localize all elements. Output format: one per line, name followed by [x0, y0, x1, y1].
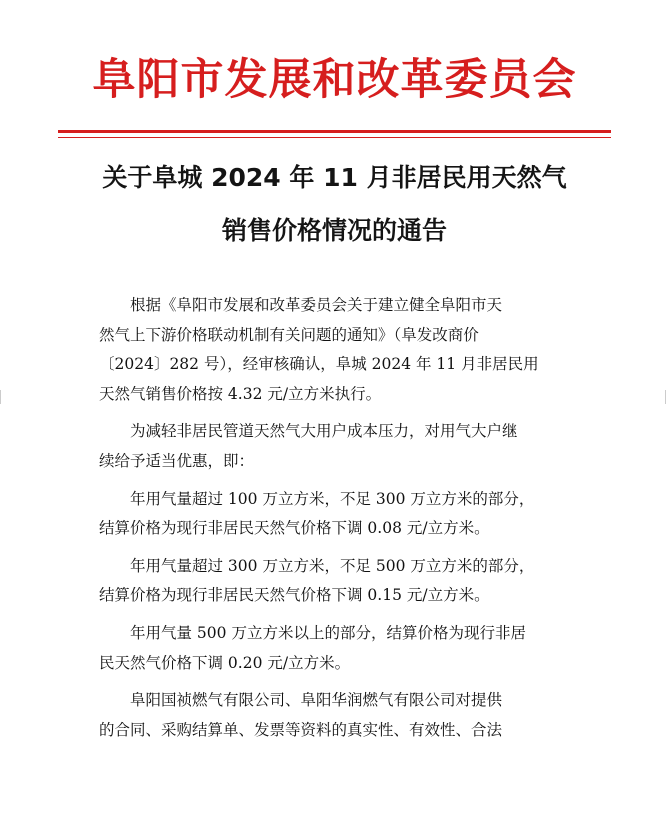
paragraph-line: 年用气量超过 300 万立方米，不足 500 万立方米的部分， [130, 556, 535, 575]
paragraph-line: 结算价格为现行非居民天然气价格下调 0.15 元/立方米。 [99, 586, 490, 605]
scan-edge-mark-right [665, 390, 669, 404]
paragraph-line: 年用气量超过 100 万立方米，不足 300 万立方米的部分， [130, 489, 535, 508]
header-red-rule-thick [58, 130, 611, 133]
paragraph-line: 为减轻非居民管道天然气大用户成本压力，对用气大户继 [130, 422, 518, 441]
issuing-organization-header: 阜阳市发展和改革委员会 [92, 55, 577, 105]
paragraph-discount-intro [99, 417, 589, 476]
paragraph-line: 结算价格为现行非居民天然气价格下调 0.08 元/立方米。 [99, 519, 490, 538]
paragraph-tier-100-300 [99, 485, 589, 544]
paragraph-line: 民天然气价格下调 0.20 元/立方米。 [99, 653, 351, 672]
paragraph-tier-300-500 [99, 552, 589, 611]
paragraph-line: 然气上下游价格联动机制有关问题的通知》（阜发改商价 [99, 325, 479, 344]
paragraph-line: 续给予适当优惠，即： [99, 451, 255, 470]
paragraph-companies [99, 686, 589, 745]
notice-body [99, 291, 589, 753]
paragraph-line: 天然气销售价格按 4.32 元/立方米执行。 [99, 384, 382, 403]
paragraph-line: 的合同、采购结算单、发票等资料的真实性、有效性、合法 [99, 720, 503, 739]
paragraph-tier-500-plus [99, 619, 589, 678]
notice-title-line-2: 销售价格情况的通告 [221, 216, 447, 245]
scan-edge-mark-left [0, 390, 5, 404]
paragraph-line: 根据《阜阳市发展和改革委员会关于建立健全阜阳市天 [130, 296, 503, 314]
paragraph-line: 〔2024〕282 号），经审核确认，阜城 2024 年 11 月非居民用 [99, 355, 539, 374]
header-red-rule-thin [58, 137, 611, 138]
notice-title-line-1: 关于阜城 2024 年 11 月非居民用天然气 [102, 163, 567, 192]
paragraph-line: 年用气量 500 万立方米以上的部分，结算价格为现行非居 [130, 623, 526, 642]
paragraph-line: 阜阳国祯燃气有限公司、阜阳华润燃气有限公司对提供 [130, 691, 503, 710]
paragraph-basis [99, 291, 589, 409]
